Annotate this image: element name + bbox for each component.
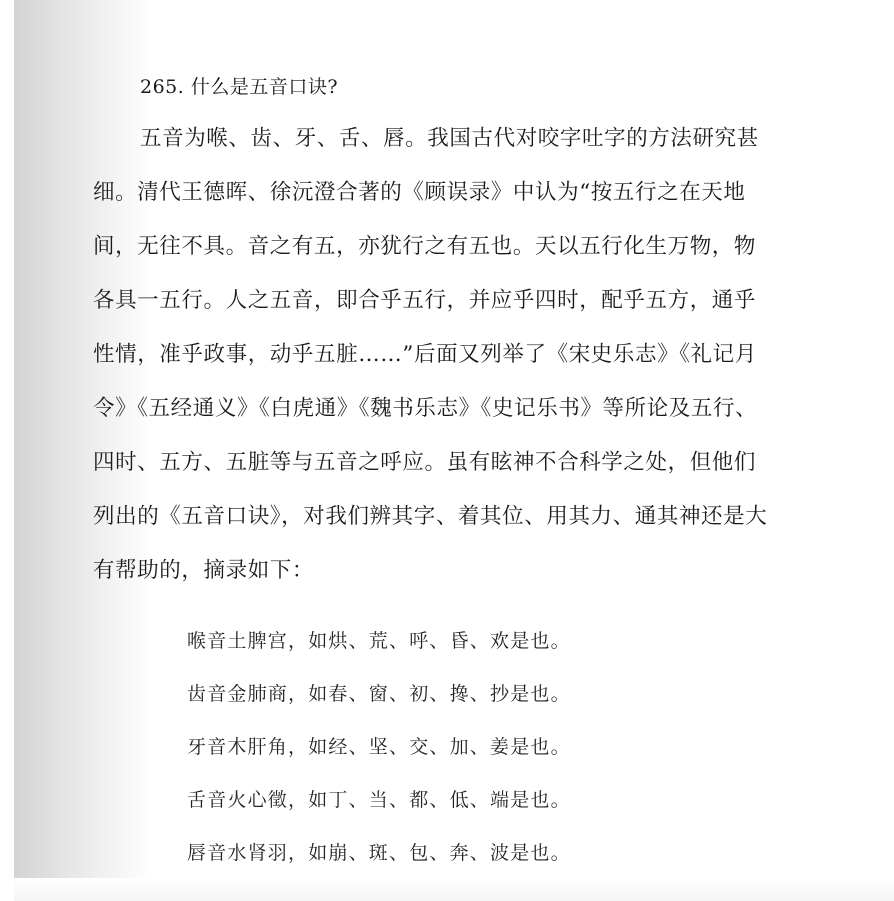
question-title: 265. 什么是五音口诀?	[140, 76, 339, 98]
body-line: 列出的《五音口诀》，对我们辨其字、着其位、用其力、通其神还是大	[93, 504, 768, 529]
verse-line: 喉音土脾宫，如烘、荒、呼、昏、欢是也。	[187, 630, 571, 652]
body-line: 性情，准乎政事，动乎五脏……”后面又列举了《宋史乐志》《礼记月	[93, 342, 757, 367]
body-line: 令》《五经通义》《白虎通》《魏书乐志》《史记乐书》等所论及五行、	[93, 396, 758, 421]
body-line: 细。清代王德晖、徐沅澄合著的《顾误录》中认为“按五行之在天地	[93, 180, 746, 205]
body-line: 各具一五行。人之五音，即合乎五行，并应乎四时，配乎五方，通乎	[93, 288, 757, 313]
verse-line: 舌音火心徵，如丁、当、都、低、端是也。	[187, 789, 571, 811]
body-line: 间，无往不具。音之有五，亦犹行之有五也。天以五行化生万物，物	[93, 234, 757, 259]
body-line: 有帮助的，摘录如下：	[93, 558, 315, 583]
verse-line: 齿音金肺商，如春、窗、初、搀、抄是也。	[187, 683, 571, 705]
verse-line: 牙音木肝角，如经、坚、交、加、姜是也。	[187, 736, 571, 758]
verse-line: 唇音水肾羽，如崩、斑、包、奔、波是也。	[187, 842, 571, 864]
body-line: 五音为喉、齿、牙、舌、唇。我国古代对咬字吐字的方法研究甚	[140, 126, 759, 151]
body-line: 四时、五方、五脏等与五音之呼应。虽有眩神不合科学之处，但他们	[93, 450, 757, 475]
